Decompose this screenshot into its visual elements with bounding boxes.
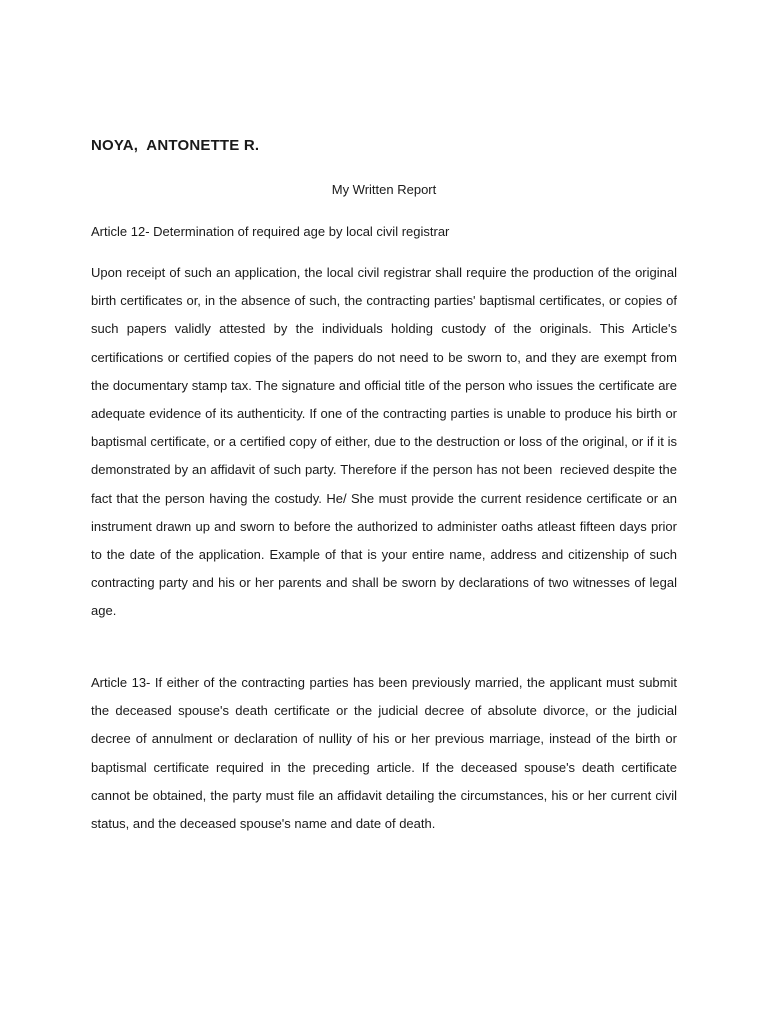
article-12-body: Upon receipt of such an application, the local civil registrar shall require the production of the original birth certificates or, in the absence of such, the contracting parties' baptismal certificates, or copies of such papers validly attested by the individuals holding custody of the originals. This Article's certifications or certified copies of the papers do not need to be sworn to, and they are exempt from the documentary stamp tax. The signature and official title of the person who issues the certificate are adequate evidence of its authenticity. If one of the contracting parties is unable to produce his birth or baptismal certificate, or a certified copy of either, due to the destruction or loss of the original, or if it is demonstrated by an affidavit of such party. Therefore if the person has not been recieved despite the fact that the person having the costudy. He/ She must provide the current residence certificate or an instrument drawn up and sworn to before the authorized to administer oaths atleast fifteen days prior to the date of the application. Example of that is your entire name, address and citizenship of such contracting party and his or her parents and shall be sworn by declarations of two witnesses of legal age.: [91, 265, 681, 619]
article-12-heading: Article 12- Determination of required age by local civil registrar: [91, 224, 450, 239]
author-name: NOYA, ANTONETTE R.: [91, 137, 260, 154]
article-13-body: Article 13- If either of the contracting parties has been previously married, the applicant must submit the deceased spouse's death certificate or the judicial decree of absolute divorce, or the judicial decree of annulment or declaration of nullity of his or her previous marriage, instead of the birth or baptismal certificate required in the preceding article. If the deceased spouse's death certificate cannot be obtained, the party must file an affidavit detailing the circumstances, his or her current civil status, and the deceased spouse's name and date of death.: [91, 675, 681, 832]
report-title: My Written Report: [331, 182, 437, 197]
